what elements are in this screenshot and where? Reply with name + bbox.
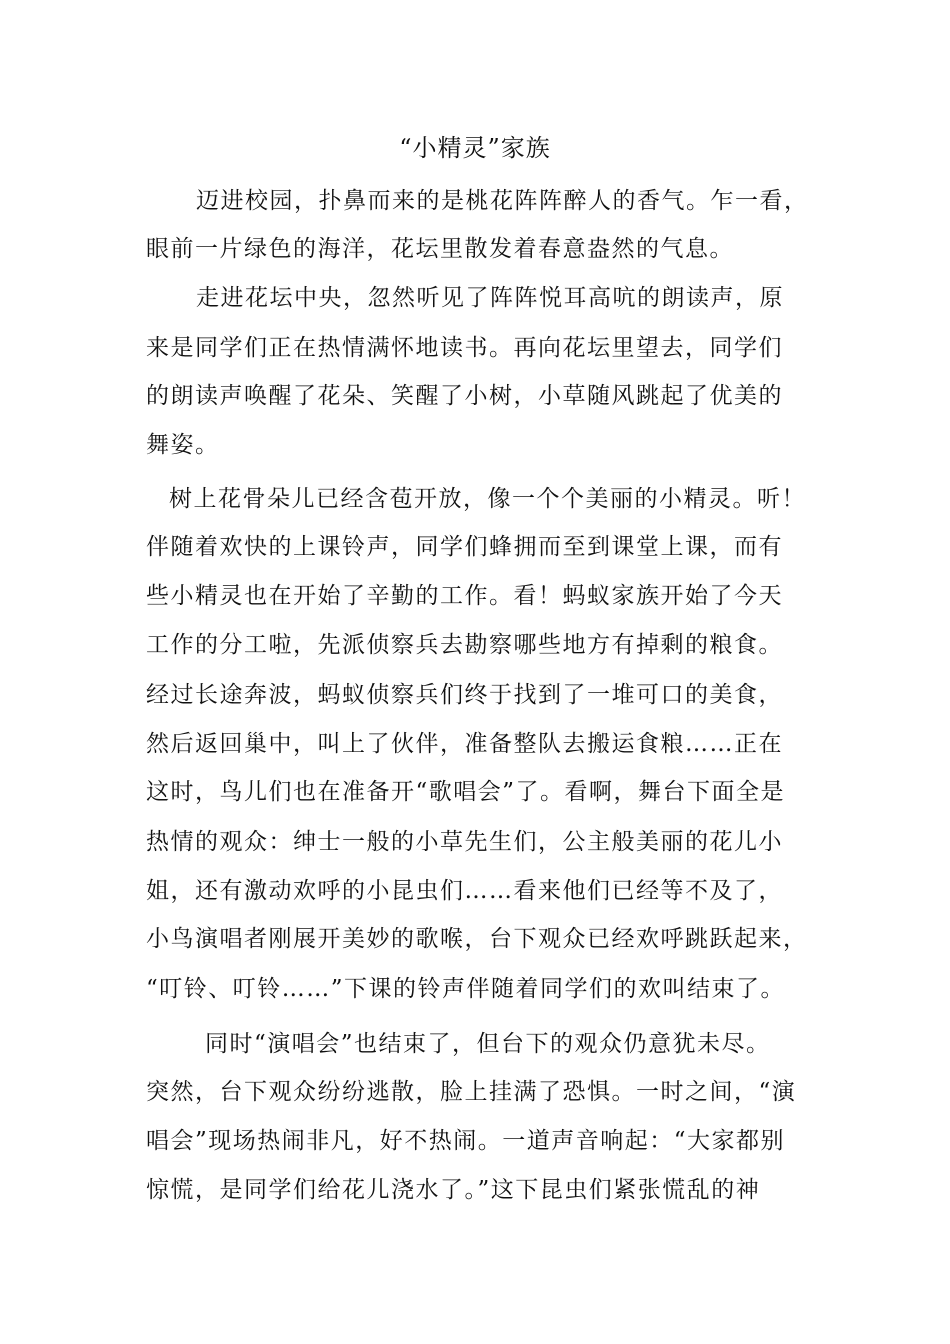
paragraph-line: 突然，台下观众纷纷逃散，脸上挂满了恐惧。一时之间，“演 [146,1079,797,1105]
paragraph-line: 经过长途奔波，蚂蚁侦察兵们终于找到了一堆可口的美食， [146,682,783,708]
paragraph-line: 小鸟演唱者刚展开美妙的歌喉，台下观众已经欢呼跳跃起来， [146,926,808,952]
paragraph-line: 惊慌，是同学们给花儿浇水了。”这下昆虫们紧张慌乱的神 [146,1177,761,1203]
paragraph-line: 然后返回巢中，叫上了伙伴，准备整队去搬运食粮……正在 [146,731,783,757]
paragraph-line: 迈进校园，扑鼻而来的是桃花阵阵醉人的香气。乍一看， [196,188,809,214]
paragraph-line: 工作的分工啦，先派侦察兵去勘察哪些地方有掉剩的粮食。 [146,632,783,658]
paragraph-line: 走进花坛中央，忽然听见了阵阵悦耳高吭的朗读声，原 [196,285,784,311]
paragraph-line: 热情的观众：绅士一般的小草先生们，公主般美丽的花儿小 [146,829,783,855]
paragraph-line: 同时“演唱会”也结束了，但台下的观众仍意犹未尽。 [205,1031,771,1057]
paragraph-line: 树上花骨朵儿已经含苞开放，像一个个美丽的小精灵。听！ [169,486,806,512]
paragraph-line: 伴随着欢快的上课铃声，同学们蜂拥而至到课堂上课，而有 [146,534,783,560]
paragraph-line: 舞姿。 [146,432,220,458]
paragraph-line: 唱会”现场热闹非凡，好不热闹。一道声音响起：“大家都别 [146,1128,786,1154]
paragraph-line: 眼前一片绿色的海洋，花坛里散发着春意盎然的气息。 [146,236,734,262]
paragraph-line: 些小精灵也在开始了辛勤的工作。看！蚂蚁家族开始了今天 [146,583,783,609]
paragraph-line: 来是同学们正在热情满怀地读书。再向花坛里望去，同学们 [146,335,783,361]
document-title: “小精灵”家族 [399,134,551,162]
paragraph-line: 这时，鸟儿们也在准备开“歌唱会”了。看啊，舞台下面全是 [146,779,786,805]
paragraph-line: 姐，还有激动欢呼的小昆虫们……看来他们已经等不及了， [146,878,783,904]
paragraph-line: 的朗读声唤醒了花朵、笑醒了小树，小草随风跳起了优美的 [146,383,783,409]
paragraph-line: “叮铃、叮铃……”下课的铃声伴随着同学们的欢叫结束了。 [146,976,786,1002]
